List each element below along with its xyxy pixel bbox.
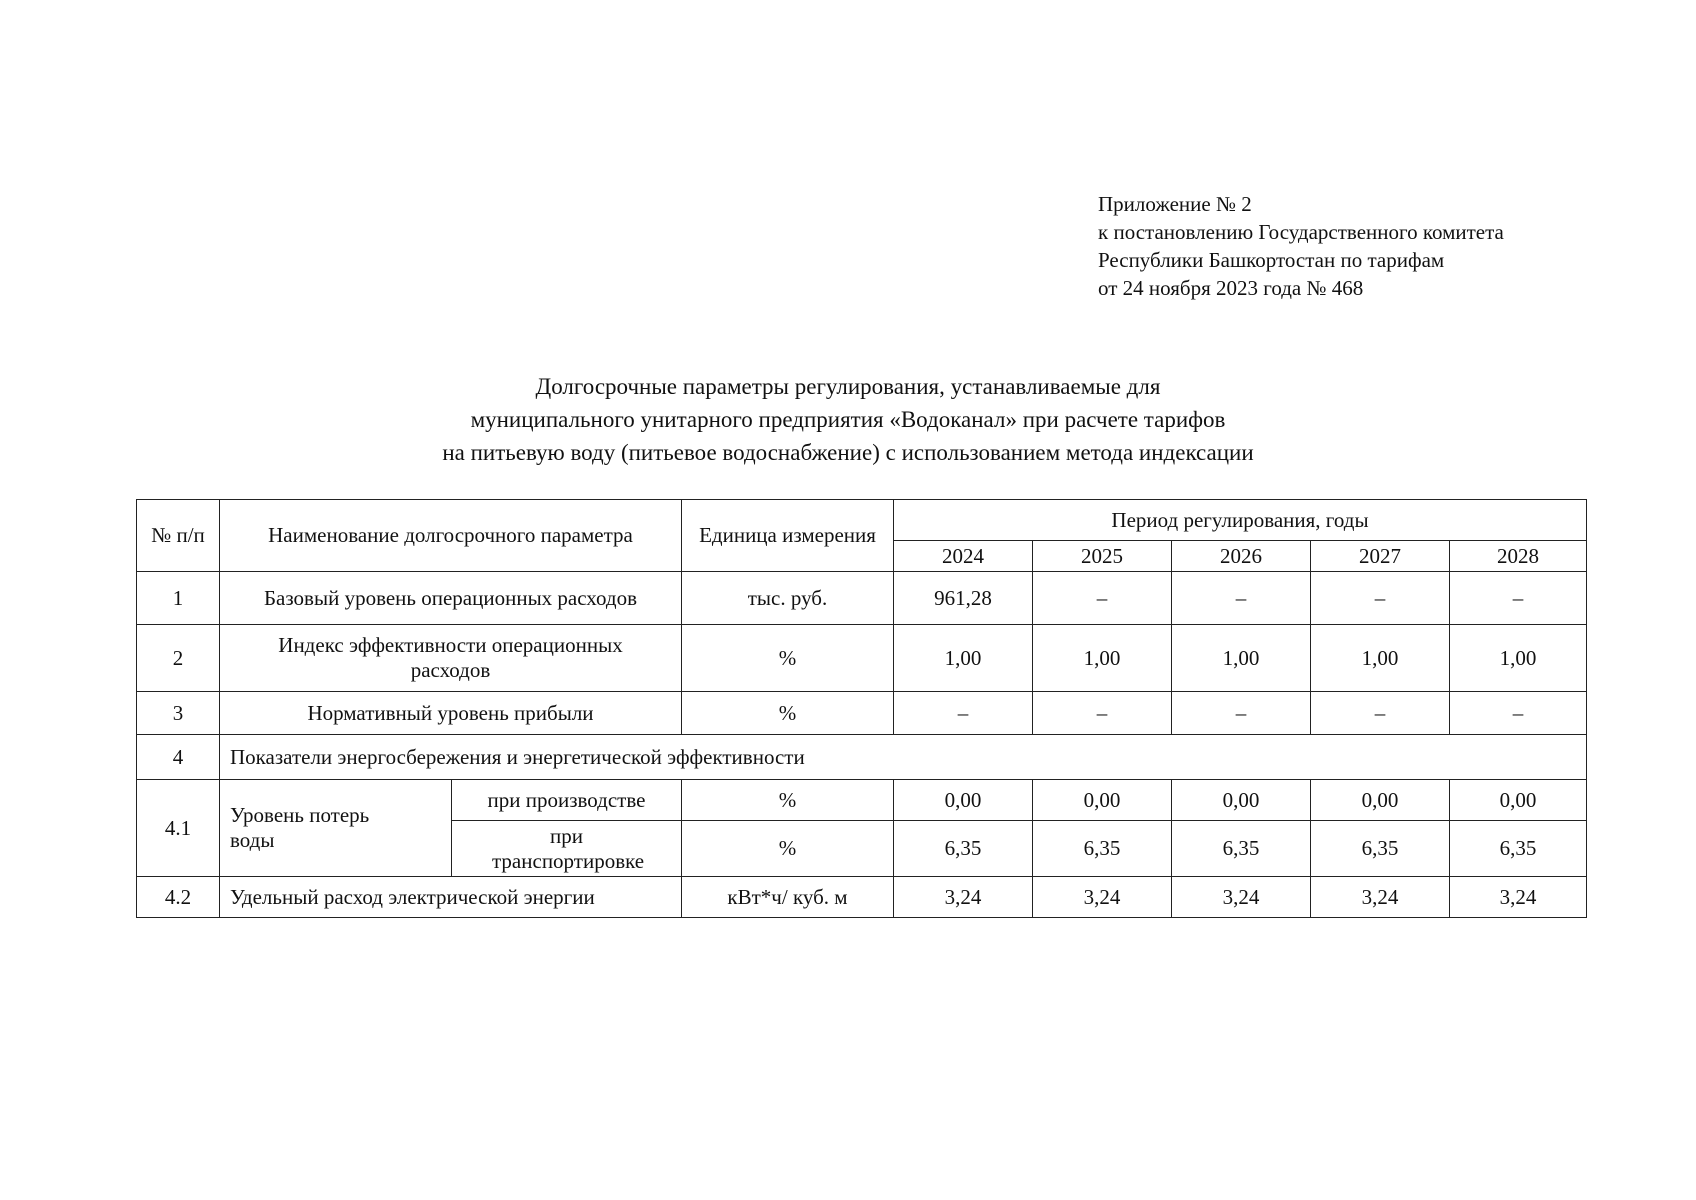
appendix-line: от 24 ноября 2023 года № 468 [1098,276,1364,300]
row-name: Нормативный уровень прибыли [220,692,682,735]
header-year: 2025 [1033,541,1172,572]
title-line: Долгосрочные параметры регулирования, устанавливаемые для [535,374,1161,399]
row-value: 3,24 [1450,877,1587,918]
document-title [200,370,1496,469]
header-year: 2028 [1450,541,1587,572]
table-row [137,735,1587,780]
header-name: Наименование долгосрочного параметра [220,500,682,572]
section-name: Показатели энергосбережения и энергетической эффективности [220,735,1587,780]
row-unit: % [682,821,894,877]
row-value: 3,24 [1172,877,1311,918]
row-value: 6,35 [1172,821,1311,877]
row-value: 0,00 [1450,780,1587,821]
row-unit: % [682,625,894,692]
row-value: 0,00 [894,780,1033,821]
row-num: 4.1 [137,780,220,877]
row-value: 3,24 [894,877,1033,918]
row-name: Базовый уровень операционных расходов [220,572,682,625]
row-num: 4.2 [137,877,220,918]
table-row [137,572,1587,625]
title-line: на питьевую воду (питьевое водоснабжение) с использованием метода индексации [442,440,1254,465]
row-value: 1,00 [1450,625,1587,692]
row-value: – [1450,692,1587,735]
row-unit: тыс. руб. [682,572,894,625]
header-num: № п/п [137,500,220,572]
row-num: 4 [137,735,220,780]
row-value: 3,24 [1033,877,1172,918]
row-value: 6,35 [1311,821,1450,877]
header-unit: Единица измерения [682,500,894,572]
row-value: 1,00 [1033,625,1172,692]
row-value: – [1450,572,1587,625]
row-value: 961,28 [894,572,1033,625]
row-name: Удельный расход электрической энергии [220,877,682,918]
row-value: 1,00 [1311,625,1450,692]
header-row [137,500,1587,541]
row-num: 2 [137,625,220,692]
appendix-line: Приложение № 2 [1098,192,1252,216]
row-unit: % [682,692,894,735]
row-value: 6,35 [1450,821,1587,877]
row-value: – [1311,692,1450,735]
row-value: – [1172,692,1311,735]
row-value: – [1172,572,1311,625]
appendix-line: к постановлению Государственного комитета [1098,220,1504,244]
row-value: – [1033,692,1172,735]
row-num: 1 [137,572,220,625]
row-unit: % [682,780,894,821]
row-value: – [1311,572,1450,625]
row-value: – [894,692,1033,735]
header-year: 2027 [1311,541,1450,572]
row-value: 0,00 [1311,780,1450,821]
table-row [137,625,1587,692]
header-period: Период регулирования, годы [894,500,1587,541]
row-name: Индекс эффективности операционных расходов [220,625,682,692]
table-row [137,692,1587,735]
row-name: Уровень потерь воды [220,780,452,877]
header-year: 2026 [1172,541,1311,572]
row-value: 0,00 [1172,780,1311,821]
sub-row-name: при производстве [452,780,682,821]
table-row [137,877,1587,918]
title-line: муниципального унитарного предприятия «Водоканал» при расчете тарифов [470,407,1226,432]
appendix-note [1098,190,1504,302]
sub-row-name: при транспортировке [452,821,682,877]
row-value: 1,00 [1172,625,1311,692]
header-year: 2024 [894,541,1033,572]
row-value: 3,24 [1311,877,1450,918]
row-value: 0,00 [1033,780,1172,821]
appendix-line: Республики Башкортостан по тарифам [1098,248,1445,272]
parameters-table [136,499,1587,918]
row-unit: кВт*ч/ куб. м [682,877,894,918]
row-num: 3 [137,692,220,735]
row-value: – [1033,572,1172,625]
row-value: 1,00 [894,625,1033,692]
row-value: 6,35 [1033,821,1172,877]
table-row [137,780,1587,821]
row-value: 6,35 [894,821,1033,877]
